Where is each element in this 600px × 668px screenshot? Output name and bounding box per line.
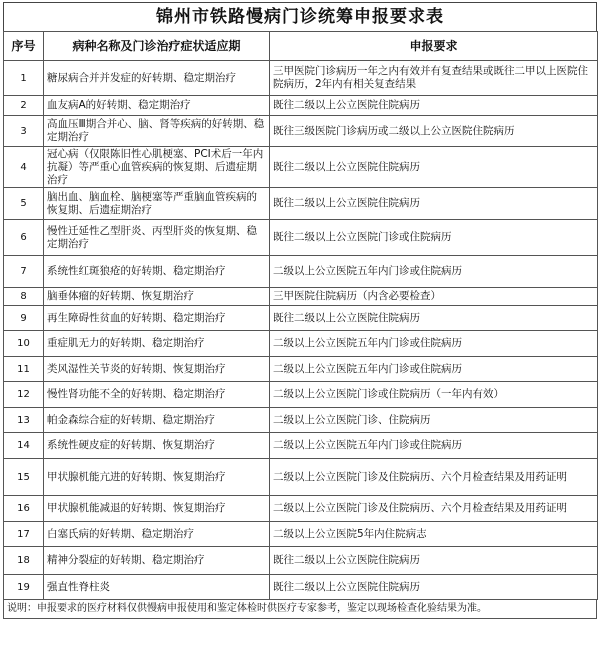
row-requirement: 二级以上公立医院门诊及住院病历、六个月检查结果及用药证明 — [270, 459, 598, 496]
table-row — [4, 382, 598, 408]
row-disease: 脑出血、脑血栓、脑梗塞等严重脑血管疾病的恢复期、后遗症期治疗 — [44, 188, 270, 220]
row-disease: 帕金森综合症的好转期、稳定期治疗 — [44, 408, 270, 433]
row-number: 11 — [4, 357, 44, 382]
row-requirement: 既往二级以上公立医院住院病历 — [270, 96, 598, 116]
row-number: 19 — [4, 575, 44, 600]
table-row — [4, 188, 598, 220]
row-requirement: 二级以上公立医院五年内门诊或住院病历 — [270, 357, 598, 382]
table-header-row — [4, 32, 598, 61]
row-number: 13 — [4, 408, 44, 433]
row-disease: 慢性迁延性乙型肝炎、丙型肝炎的恢复期、稳定期治疗 — [44, 220, 270, 256]
table-row — [4, 288, 598, 306]
table-row — [4, 147, 598, 188]
row-disease: 血友病A的好转期、稳定期治疗 — [44, 96, 270, 116]
row-disease: 冠心病（仅限陈旧性心肌梗塞、PCI术后一年内抗凝）等严重心血管疾病的恢复期、后遗症期治疗 — [44, 147, 270, 188]
row-number: 15 — [4, 459, 44, 496]
row-requirement: 二级以上公立医院门诊、住院病历 — [270, 408, 598, 433]
row-disease: 慢性肾功能不全的好转期、稳定期治疗 — [44, 382, 270, 408]
header-disease: 病种名称及门诊治疗症状适应期 — [44, 32, 270, 61]
row-number: 3 — [4, 116, 44, 147]
table-row — [4, 575, 598, 600]
table-row — [4, 61, 598, 96]
row-disease: 高血压Ⅲ期合并心、脑、肾等疾病的好转期、稳定期治疗 — [44, 116, 270, 147]
row-number: 2 — [4, 96, 44, 116]
table-row — [4, 220, 598, 256]
row-requirement: 既往二级以上公立医院住院病历 — [270, 147, 598, 188]
row-disease: 系统性红斑狼疮的好转期、稳定期治疗 — [44, 256, 270, 288]
row-number: 17 — [4, 522, 44, 547]
row-number: 5 — [4, 188, 44, 220]
table-row — [4, 357, 598, 382]
table-row — [4, 522, 598, 547]
row-disease: 糖尿病合并并发症的好转期、稳定期治疗 — [44, 61, 270, 96]
row-disease: 类风湿性关节炎的好转期、恢复期治疗 — [44, 357, 270, 382]
page-title: 锦州市铁路慢病门诊统筹申报要求表 — [3, 2, 597, 31]
header-requirement: 申报要求 — [270, 32, 598, 61]
row-number: 14 — [4, 433, 44, 459]
row-number: 6 — [4, 220, 44, 256]
table-row — [4, 331, 598, 357]
row-disease: 白塞氏病的好转期、稳定期治疗 — [44, 522, 270, 547]
row-disease: 甲状腺机能减退的好转期、恢复期治疗 — [44, 496, 270, 522]
row-requirement: 既往二级以上公立医院住院病历 — [270, 547, 598, 575]
footnote: 说明：申报要求的医疗材料仅供慢病申报使用和鉴定体检时供医疗专家参考，鉴定以现场检查化验结果为准。 — [3, 600, 597, 619]
row-requirement: 既往二级以上公立医院门诊或住院病历 — [270, 220, 598, 256]
row-number: 16 — [4, 496, 44, 522]
row-disease: 精神分裂症的好转期、稳定期治疗 — [44, 547, 270, 575]
header-num: 序号 — [4, 32, 44, 61]
row-number: 4 — [4, 147, 44, 188]
table-row — [4, 96, 598, 116]
row-requirement: 三甲医院门诊病历一年之内有效并有复查结果或既往二甲以上医院住院病历，2年内有相关复查结果 — [270, 61, 598, 96]
row-requirement: 三甲医院住院病历（内含必要检查） — [270, 288, 598, 306]
row-requirement: 既往二级以上公立医院住院病历 — [270, 575, 598, 600]
row-number: 9 — [4, 306, 44, 331]
row-requirement: 二级以上公立医院门诊或住院病历（一年内有效） — [270, 382, 598, 408]
row-requirement: 二级以上公立医院门诊及住院病历、六个月检查结果及用药证明 — [270, 496, 598, 522]
table-body — [4, 61, 598, 600]
row-number: 1 — [4, 61, 44, 96]
table-row — [4, 433, 598, 459]
row-number: 10 — [4, 331, 44, 357]
row-disease: 脑垂体瘤的好转期、恢复期治疗 — [44, 288, 270, 306]
row-number: 12 — [4, 382, 44, 408]
requirements-table — [3, 31, 598, 600]
row-requirement: 二级以上公立医院五年内门诊或住院病历 — [270, 256, 598, 288]
table-row — [4, 116, 598, 147]
row-requirement: 二级以上公立医院5年内住院病志 — [270, 522, 598, 547]
row-disease: 重症肌无力的好转期、稳定期治疗 — [44, 331, 270, 357]
row-requirement: 二级以上公立医院五年内门诊或住院病历 — [270, 433, 598, 459]
table-row — [4, 496, 598, 522]
row-number: 7 — [4, 256, 44, 288]
row-disease: 系统性硬皮症的好转期、恢复期治疗 — [44, 433, 270, 459]
row-requirement: 既往三级医院门诊病历或二级以上公立医院住院病历 — [270, 116, 598, 147]
row-number: 8 — [4, 288, 44, 306]
table-row — [4, 408, 598, 433]
table-row — [4, 459, 598, 496]
table-row — [4, 547, 598, 575]
row-disease: 强直性脊柱炎 — [44, 575, 270, 600]
row-requirement: 既往二级以上公立医院住院病历 — [270, 306, 598, 331]
table-row — [4, 256, 598, 288]
row-requirement: 二级以上公立医院五年内门诊或住院病历 — [270, 331, 598, 357]
table-row — [4, 306, 598, 331]
row-requirement: 既往二级以上公立医院住院病历 — [270, 188, 598, 220]
row-disease: 甲状腺机能亢进的好转期、恢复期治疗 — [44, 459, 270, 496]
document — [3, 2, 597, 619]
row-number: 18 — [4, 547, 44, 575]
row-disease: 再生障碍性贫血的好转期、稳定期治疗 — [44, 306, 270, 331]
